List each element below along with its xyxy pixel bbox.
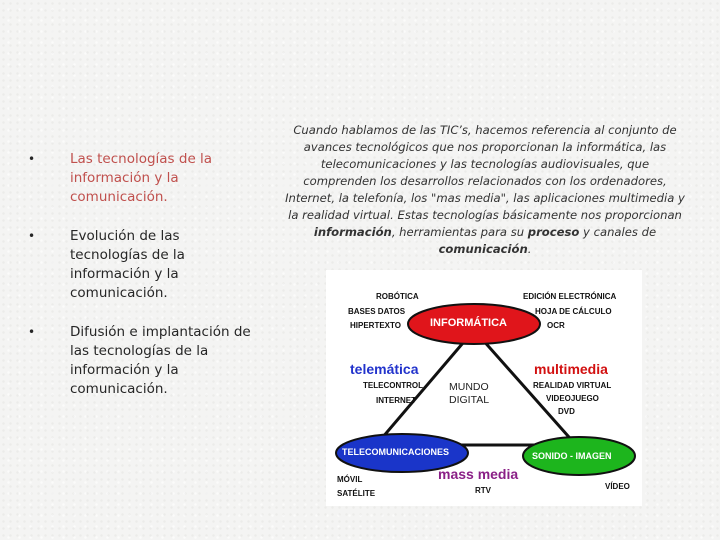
telecomunicaciones-label: TELECOMUNICACIONES bbox=[342, 447, 450, 457]
video-label: VÍDEO bbox=[605, 482, 630, 491]
movil-label: MÓVIL bbox=[337, 475, 363, 484]
bullet-text: Las tecnologías de la información y la comunicación. bbox=[70, 151, 213, 205]
multimedia-label: multimedia bbox=[534, 361, 608, 377]
satelite-label: SATÉLITE bbox=[337, 489, 376, 498]
bullet-text: Evolución de las tecnologías de la información y la comunicación. bbox=[70, 228, 185, 301]
robotica-label: ROBÓTICA bbox=[376, 292, 419, 301]
bases-datos-label: BASES DATOS bbox=[348, 307, 406, 316]
rtv-label: RTV bbox=[475, 486, 491, 495]
paragraph-bold-proceso: proceso bbox=[527, 225, 580, 239]
dvd-label: DVD bbox=[558, 407, 575, 416]
ocr-label: OCR bbox=[547, 321, 565, 330]
internet-label: INTERNET bbox=[376, 396, 416, 405]
bullet-list bbox=[28, 150, 258, 419]
bullet-item bbox=[28, 323, 258, 399]
mundo-digital-label: MUNDO DIGITAL bbox=[449, 381, 490, 406]
bullet-marker: • bbox=[28, 152, 36, 166]
paragraph-text: y canales de bbox=[579, 225, 657, 239]
mass-media-label: mass media bbox=[438, 466, 519, 482]
paragraph-text: . bbox=[527, 242, 532, 256]
tic-diagram bbox=[326, 270, 642, 506]
bullet-marker: • bbox=[28, 325, 36, 339]
hipertexto-label: HIPERTEXTO bbox=[350, 321, 401, 330]
informatica-label: INFORMÁTICA bbox=[430, 317, 507, 329]
sonido-imagen-label: SONIDO - IMAGEN bbox=[532, 451, 612, 461]
edicion-electronica-label: EDICIÓN ELECTRÓNICA bbox=[523, 292, 617, 301]
realidad-virtual-label: REALIDAD VIRTUAL bbox=[533, 381, 612, 390]
tic-definition-paragraph bbox=[285, 122, 685, 258]
paragraph-text: Cuando hablamos de las TIC’s, hacemos referencia al conjunto de avances tecnológicos que nos proporcionan la informática, las telecomunicaciones y las tecnologías audiovisuales, que comprenden los desarrollos relacionados con los ordenadores, Internet, la telefonía, los "mas media", las aplicaciones multimedia y la realidad virtual. Estas tecnologías básicamente nos proporcionan bbox=[285, 123, 685, 222]
telecontrol-label: TELECONTROL bbox=[363, 381, 423, 390]
hoja-calculo-label: HOJA DE CÁLCULO bbox=[535, 307, 612, 316]
bullet-item bbox=[28, 150, 258, 207]
paragraph-bold-comunicacion: comunicación bbox=[438, 242, 528, 256]
paragraph-bold-informacion: información bbox=[313, 225, 392, 239]
videojuego-label: VIDEOJUEGO bbox=[546, 394, 599, 403]
paragraph-text: , herramientas para su bbox=[391, 225, 528, 239]
bullet-marker: • bbox=[28, 229, 36, 243]
telematica-label: telemática bbox=[350, 361, 419, 377]
bullet-item bbox=[28, 227, 258, 303]
bullet-text: Difusión e implantación de las tecnologías de la información y la comunicación. bbox=[70, 324, 251, 397]
